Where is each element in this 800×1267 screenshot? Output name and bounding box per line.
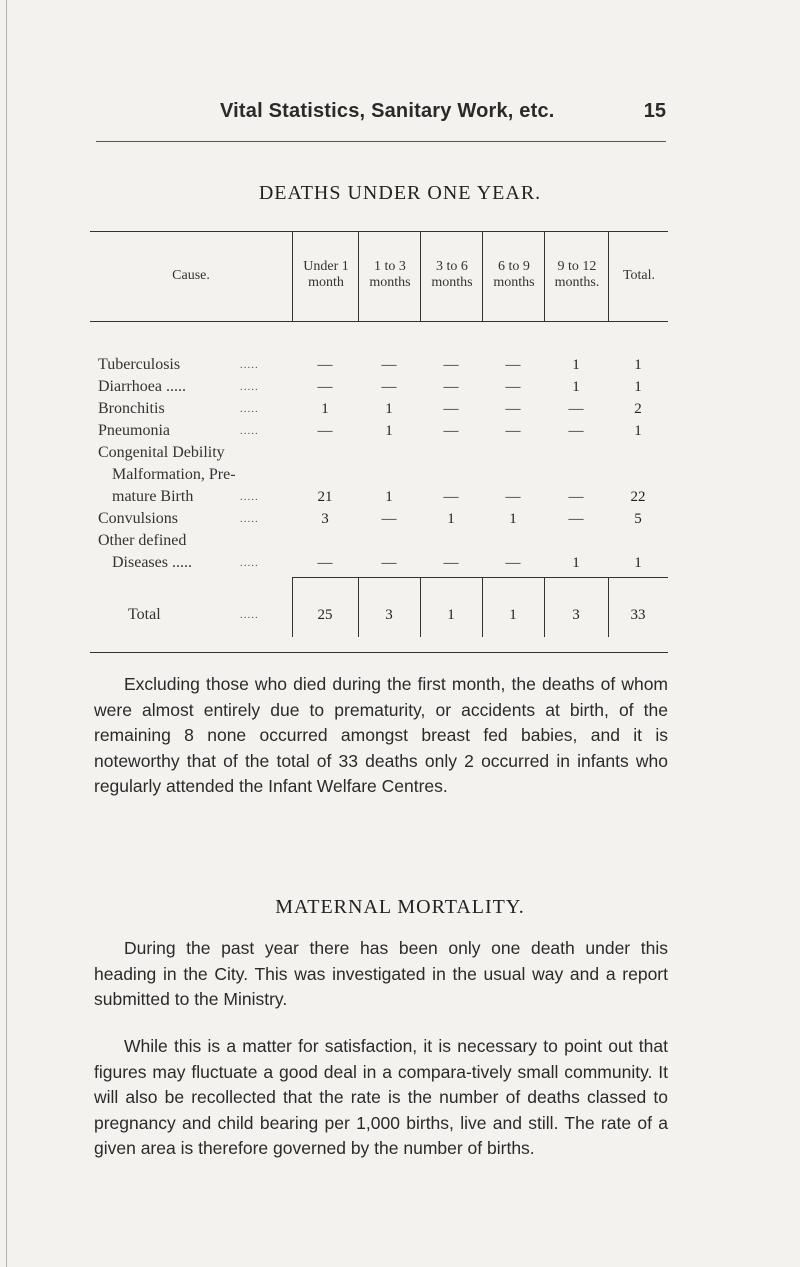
table-cell: — (505, 401, 521, 417)
table-cell: 3 (321, 511, 329, 527)
row-cause: Diarrhoea ..... (98, 378, 186, 395)
table-cell: — (568, 423, 584, 439)
table-cell: 21 (317, 489, 333, 505)
col-header-1-3-months: 1 to 3 months (369, 259, 411, 290)
deaths-commentary-text: Excluding those who died during the first month, the deaths of whom were almost entirely due to prematurity, or accidents at birth, of the remaining 8 none occurred amongst breast fed babies, and it is noteworthy that of the total of 33 deaths only 2 occurred in infants who regularly attended the Infant Welfare Centres. (94, 674, 668, 796)
deaths-commentary (94, 672, 668, 800)
table-cell: 1 (634, 357, 642, 373)
col-header-6-9-months: 6 to 9 months (493, 259, 535, 290)
deaths-table (90, 231, 668, 655)
col-divider (292, 231, 293, 321)
table-cell: — (381, 357, 397, 373)
table-cell: 1 (634, 423, 642, 439)
table-cell: — (443, 357, 459, 373)
col-divider (420, 231, 421, 321)
total-cell: 1 (509, 607, 517, 623)
maternal-paragraph-1 (94, 936, 668, 1013)
total-cell: 3 (385, 607, 393, 623)
col-header-cause: Cause. (172, 268, 210, 283)
maternal-section-title: MATERNAL MORTALITY. (275, 896, 525, 918)
table-cell: — (317, 379, 333, 395)
row-cause: Pneumonia (98, 422, 170, 439)
table-cell: — (317, 357, 333, 373)
row-cause: Malformation, Pre- (112, 466, 236, 483)
table-cell: 1 (385, 489, 393, 505)
table-header-rule (90, 321, 668, 322)
table-cell: 1 (385, 423, 393, 439)
table-cell: 1 (634, 555, 642, 571)
table-cell: — (381, 379, 397, 395)
table-cell: — (505, 555, 521, 571)
table-cell: 22 (630, 489, 646, 505)
col-header-3-6-months: 3 to 6 months (431, 259, 473, 290)
row-cause: Bronchitis (98, 400, 165, 417)
row-cause: Tuberculosis (98, 356, 181, 373)
table-cell: — (505, 357, 521, 373)
table-cell: — (568, 511, 584, 527)
total-cell: 1 (447, 607, 455, 623)
maternal-paragraph-1-text: During the past year there has been only one death under this heading in the City. This was investigated in the usual way and a report submitted to the Ministry. (94, 938, 668, 1009)
table-total-rule (292, 577, 668, 578)
leader-dots: ..... (240, 513, 259, 525)
table-cell: — (505, 379, 521, 395)
maternal-paragraph-2-text: While this is a matter for satisfaction, it is necessary to point out that figures may fluctuate a good deal in a compara-tively small community. It will also be recollected that the rate is the number of deaths classed to pregnancy and child bearing per 1,000 births, live and still. The rate of a given area is therefore governed by the number of births. (94, 1036, 668, 1158)
leader-dots: ..... (240, 425, 259, 437)
col-divider (544, 231, 545, 321)
page-number: 15 (643, 100, 666, 122)
total-cell: 33 (630, 607, 646, 623)
table-cell: — (443, 555, 459, 571)
table-cell: 2 (634, 401, 642, 417)
table-cell: — (443, 401, 459, 417)
table-cell: 5 (634, 511, 642, 527)
table-cell: — (443, 379, 459, 395)
row-cause: Diseases ..... (112, 554, 192, 571)
leader-dots: ..... (240, 557, 259, 569)
table-cell: 1 (634, 379, 642, 395)
table-cell: 1 (385, 401, 393, 417)
col-header-9-12-months: 9 to 12 months. (554, 259, 600, 290)
table-cell: 1 (572, 379, 580, 395)
leader-dots: ..... (240, 359, 259, 371)
leader-dots: ..... (240, 491, 259, 503)
maternal-paragraph-2 (94, 1034, 668, 1162)
table-cell: — (317, 555, 333, 571)
row-cause: Convulsions (98, 510, 179, 527)
table-bottom-rule (90, 652, 668, 653)
col-header-total: Total. (622, 268, 656, 283)
total-label: Total (128, 606, 161, 623)
col-divider (358, 231, 359, 321)
table-cell: — (443, 489, 459, 505)
table-cell: — (381, 511, 397, 527)
row-cause: Other defined (98, 532, 187, 549)
total-cell: 25 (317, 607, 333, 623)
table-cell: — (317, 423, 333, 439)
table-cell: — (505, 423, 521, 439)
row-cause: Congenital Debility (98, 444, 225, 461)
leader-dots: ..... (240, 381, 259, 393)
leader-dots: ..... (240, 403, 259, 415)
table-cell: — (568, 489, 584, 505)
leader-dots: ..... (240, 609, 259, 621)
total-cell: 3 (572, 607, 580, 623)
table-cell: 1 (447, 511, 455, 527)
header-title: Vital Statistics, Sanitary Work, etc. (220, 100, 555, 122)
table-cell: 1 (321, 401, 329, 417)
col-header-under-1-month: Under 1 month (303, 259, 349, 290)
table-cell: — (505, 489, 521, 505)
table-cell: — (381, 555, 397, 571)
table-cell: 1 (572, 357, 580, 373)
table-cell: — (568, 401, 584, 417)
col-divider (482, 231, 483, 321)
deaths-section-title: DEATHS UNDER ONE YEAR. (258, 182, 542, 204)
row-cause: mature Birth (112, 488, 194, 505)
table-cell: 1 (572, 555, 580, 571)
col-divider (608, 231, 609, 321)
table-cell: 1 (509, 511, 517, 527)
table-top-rule (90, 231, 668, 232)
table-cell: — (443, 423, 459, 439)
header-rule (96, 141, 666, 142)
